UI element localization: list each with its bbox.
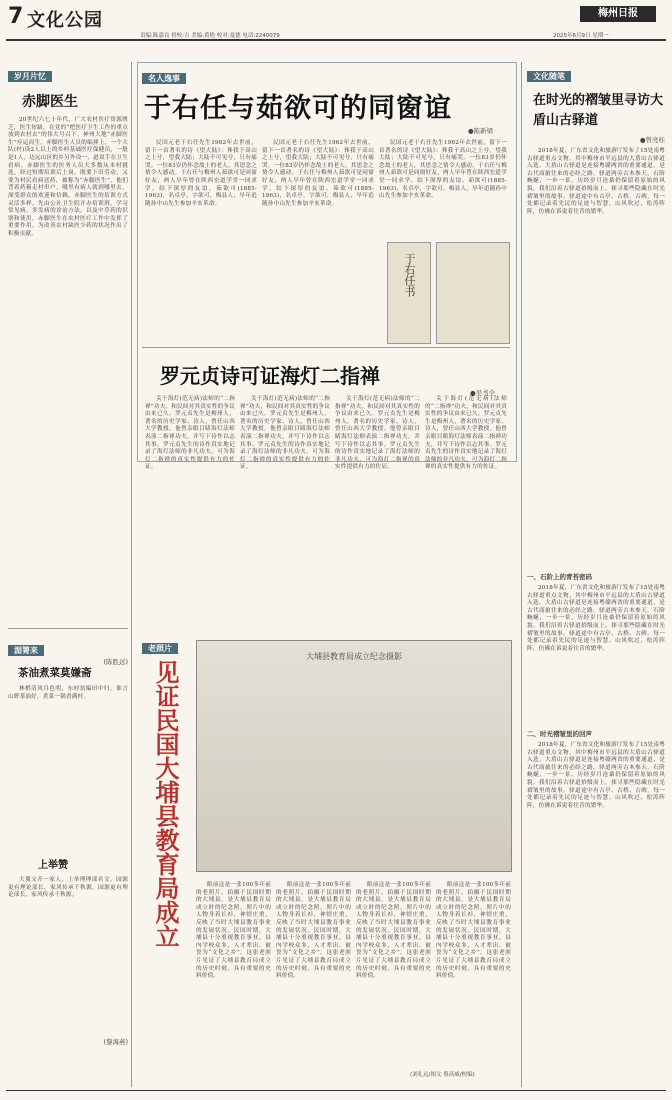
section-divider: [142, 347, 510, 348]
article-signature: (刘礼远/图文 蔡高威/校编): [410, 1072, 475, 1078]
feature-title: 见证民国大埔县教育局成立: [151, 660, 179, 948]
article-body: 2018年夏，广东省文化和旅游厅发布了15处南粤古驿道重点文物，其中梅州市平远县的大盾山古驿道入选。大盾山古驿道是连接粤赣两省的重要通道，是古代商旅往来的必经之路。驿道两旁古木参天，石阶蜿蜒，一步一景，历经岁月沧桑仍保留着原始的风貌。我们沿着古驿道拾级而上，探寻那些隐藏在时光褶皱里的故事。驿道途中有古亭、古桥、古碑，每一处都记录着先民的足迹与智慧。山风吹过，松涛阵阵，仿佛在诉说着往昔的繁华。: [527, 148, 665, 215]
section-title: 文化公园: [27, 10, 103, 31]
date-line: 2025年6月9日 星期一: [553, 33, 609, 39]
article-title: 茶油煮菜莫嫌斋: [18, 667, 92, 679]
column-divider: [131, 62, 132, 1087]
section-tag: 名人逸事: [142, 73, 186, 84]
feature-body-col3: 眼前这是一张100多年前的老照片，拍摄于民国时期的大埔县，是大埔县教育局成立时的纪念照。照片中的人物身着长衫，神情庄重，反映了当时大埔县教育事业的发展状况。民国时期，大埔县十分重视教育事业，县内学校众多，人才辈出，被誉为“文化之乡”。这张老照片见证了大埔县教育局成立的历史时刻，具有重要的史料价值。: [356, 882, 431, 980]
column-divider: [521, 62, 522, 1087]
article-signature: (陈胜远): [103, 658, 128, 666]
subsection-title: 上举赞: [38, 860, 68, 871]
calligraphy-text: 于右任书: [403, 253, 416, 297]
article-title: 在时光的褶皱里寻访大盾山古驿道: [533, 93, 664, 128]
feature-author: ●陈新梁: [468, 127, 494, 135]
page-number: 7: [8, 4, 24, 29]
paper-logo: 梅州日报: [580, 6, 656, 22]
feature-body-col2: 眼前这是一张100多年前的老照片，拍摄于民国时期的大埔县，是大埔县教育局成立时的纪念照。照片中的人物身着长衫，神情庄重，反映了当时大埔县教育事业的发展状况。民国时期，大埔县十分重视教育事业，县内学校众多，人才辈出，被誉为“文化之乡”。这张老照片见证了大埔县教育局成立的历史时刻，具有重要的史料价值。: [276, 882, 351, 980]
article-body: 20世纪六七十年代，广大农村医疗资源匮乏，医生短缺。在党的“把医疗卫生工作的重点放到农村去”的伟大号召下，神州大地“赤脚医生”应运而生。赤脚医生人员的编排上，一个大队(村)设2人以上的乡村基础医疗保健员，一般是1人，边远山区的乡另外设一、道双手在卫生看病。赤脚医生的医务人员大多数从本村挑选，经过短期培训后上岗，既要下田劳动，又要为村民看病送药，被称为“赤脚医生”。他们背着药箱走村串户，哪里有病人就到哪里去，深受群众的欢迎和信赖。赤脚医生的培训方式灵活多样，先由公社卫生院开办培训班，学习常见病、多发病的诊治方法，以及中草药的识别和使用。赤脚医生在农村医疗工作中发挥了重要作用，为改善农村缺医少药的状况作出了积极贡献。: [8, 117, 128, 237]
feature-body-col4: 眼前这是一张100多年前的老照片，拍摄于民国时期的大埔县，是大埔县教育局成立时的纪念照。照片中的人物身着长衫，神情庄重，反映了当时大埔县教育事业的发展状况。民国时期，大埔县十分重视教育事业，县内学校众多，人才辈出，被誉为“文化之乡”。这张老照片见证了大埔县教育局成立的历史时刻，具有重要的史料价值。: [436, 882, 511, 980]
feature-body-col1: 关于海灯(范无病)法师的“二指禅”功夫，和民间对其真实性的争议由来已久。罗元贞先生是梅州人，著名的历史学家、诗人，曾任山西大学教授。他曾亲眼目睹海灯法师表演二指禅功夫，并写下诗作以志其事。罗元贞先生的诗作真实地记录了海灯法师的非凡功夫，可为海灯二指禅的真实性提供有力的佐证。: [145, 396, 235, 471]
photo-caption: 大埔县教育局成立纪念摄影: [306, 652, 402, 661]
article-body: 林梢清风月色明，东村翁媪田中归。谁言山野茶油好，煮菜一锅香满村。: [8, 686, 128, 700]
feature-body-col3: 民国元老于右任先生1962年去世前，留下一首著名的诗《望大陆》：葬我于高山之上兮，望我大陆；大陆不可见兮，只有痛哭。一位83岁仍怀念故土的老人，其思念之情令人感动。于右任与梅州人茹欲可是同窗好友，两人早年曾在陕西宏道学堂一同求学，结下深厚的友谊。茹欲可(1885-1963)，名卓亭，字欲可，梅县人，早年追随孙中山先生参加辛亥革命。: [379, 140, 507, 200]
feature-body-col1: 民国元老于右任先生1962年去世前，留下一首著名的诗《望大陆》：葬我于高山之上兮，望我大陆；大陆不可见兮，只有痛哭。一位83岁仍怀念故土的老人，其思念之情令人感动。于右任与梅州人茹欲可是同窗好友，两人早年曾在陕西宏道学堂一同求学，结下深厚的友谊。茹欲可(1885-1963)，名卓亭，字欲可，梅县人，早年追随孙中山先生参加辛亥革命。: [145, 140, 257, 207]
left-bottom-article: [8, 638, 128, 1046]
section-tag: 湄箐来: [8, 645, 44, 656]
section-tag: 老照片: [142, 643, 178, 654]
article-author: ●曾亮桂: [639, 136, 665, 144]
feature-body-col4: 关于海灯(范无病)法师的“二指禅”功夫，和民间对其真实性的争议由来已久。罗元贞先生是梅州人，著名的历史学家、诗人，曾任山西大学教授。他曾亲眼目睹海灯法师表演二指禅功夫，并写下诗作以志其事。罗元贞先生的诗作真实地记录了海灯法师的非凡功夫，可为海灯二指禅的真实性提供有力的佐证。: [425, 396, 507, 471]
section-tag: 岁月片忆: [8, 71, 52, 82]
calligraphy-image-2: [436, 242, 510, 344]
feature-title: 罗元贞诗可证海灯二指禅: [160, 364, 380, 388]
subhead: 二、时光褶皱里的回声: [527, 730, 592, 738]
calligraphy-image: [387, 242, 431, 344]
feature-tag-wrap: [142, 636, 178, 655]
article-title: 赤脚医生: [22, 94, 78, 110]
feature-title: 于右任与茹欲可的同窗谊: [144, 93, 452, 124]
editors-line: 责编:陈嘉良 督校:吉 美编:黄艳 校对:曼德 电话:2240079: [140, 33, 280, 39]
page-header: [0, 0, 672, 40]
historic-photo: [196, 640, 512, 872]
feature-tag-wrap: [142, 66, 186, 85]
footer-rule: [6, 1090, 666, 1091]
article-body-3: 2018年夏，广东省文化和旅游厅发布了15处南粤古驿道重点文物，其中梅州市平远县的大盾山古驿道入选。大盾山古驿道是连接粤赣两省的重要通道，是古代商旅往来的必经之路。驿道两旁古木参天，石阶蜿蜒，一步一景，历经岁月沧桑仍保留着原始的风貌。我们沿着古驿道拾级而上，探寻那些隐藏在时光褶皱里的故事。驿道途中有古亭、古桥、古碑，每一处都记录着先民的足迹与智慧。山风吹过，松涛阵阵，仿佛在诉说着往昔的繁华。: [527, 742, 665, 809]
feature-body-col1: 眼前这是一张100多年前的老照片，拍摄于民国时期的大埔县，是大埔县教育局成立时的纪念照。照片中的人物身着长衫，神情庄重，反映了当时大埔县教育事业的发展状况。民国时期，大埔县十分重视教育事业，县内学校众多，人才辈出，被誉为“文化之乡”。这张老照片见证了大埔县教育局成立的历史时刻，具有重要的史料价值。: [196, 882, 271, 980]
feature-body-col2: 关于海灯(范无病)法师的“二指禅”功夫，和民间对其真实性的争议由来已久。罗元贞先生是梅州人，著名的历史学家、诗人，曾任山西大学教授。他曾亲眼目睹海灯法师表演二指禅功夫，并写下诗作以志其事。罗元贞先生的诗作真实地记录了海灯法师的非凡功夫，可为海灯二指禅的真实性提供有力的佐证。: [240, 396, 330, 471]
left-top-article: [8, 64, 128, 666]
feature-author: ●吴书全: [470, 389, 496, 397]
section-tag: 文化随笔: [527, 71, 571, 82]
section-divider: [8, 628, 128, 629]
subhead: 一、石阶上的青苔密码: [527, 573, 592, 581]
feature-body-col2: 民国元老于右任先生1962年去世前，留下一首著名的诗《望大陆》：葬我于高山之上兮，望我大陆；大陆不可见兮，只有痛哭。一位83岁仍怀念故土的老人，其思念之情令人感动。于右任与梅州人茹欲可是同窗好友，两人早年曾在陕西宏道学堂一同求学，结下深厚的友谊。茹欲可(1885-1963)，名卓亭，字欲可，梅县人，早年追随孙中山先生参加辛亥革命。: [262, 140, 374, 207]
article-body-2: 2018年夏，广东省文化和旅游厅发布了15处南粤古驿道重点文物，其中梅州市平远县的大盾山古驿道入选。大盾山古驿道是连接粤赣两省的重要通道，是古代商旅往来的必经之路。驿道两旁古木参天，石阶蜿蜒，一步一景，历经岁月沧桑仍保留着原始的风貌。我们沿着古驿道拾级而上，探寻那些隐藏在时光褶皱里的故事。驿道途中有古亭、古桥、古碑，每一处都记录着先民的足迹与智慧。山风吹过，松涛阵阵，仿佛在诉说着往昔的繁华。: [527, 585, 665, 652]
right-article: [527, 64, 665, 982]
article-signature: (黎海燕): [103, 1038, 128, 1046]
subsection-body: 大冀文开一家人，上举理理部名文。园源更有理论部长，家风传承千秋源。园源更有理论部长，家风传承千秋源。: [8, 877, 128, 899]
feature-body-col3: 关于海灯(范无病)法师的“二指禅”功夫，和民间对其真实性的争议由来已久。罗元贞先生是梅州人，著名的历史学家、诗人，曾任山西大学教授。他曾亲眼目睹海灯法师表演二指禅功夫，并写下诗作以志其事。罗元贞先生的诗作真实地记录了海灯法师的非凡功夫，可为海灯二指禅的真实性提供有力的佐证。: [335, 396, 420, 471]
header-rule: [6, 39, 666, 41]
